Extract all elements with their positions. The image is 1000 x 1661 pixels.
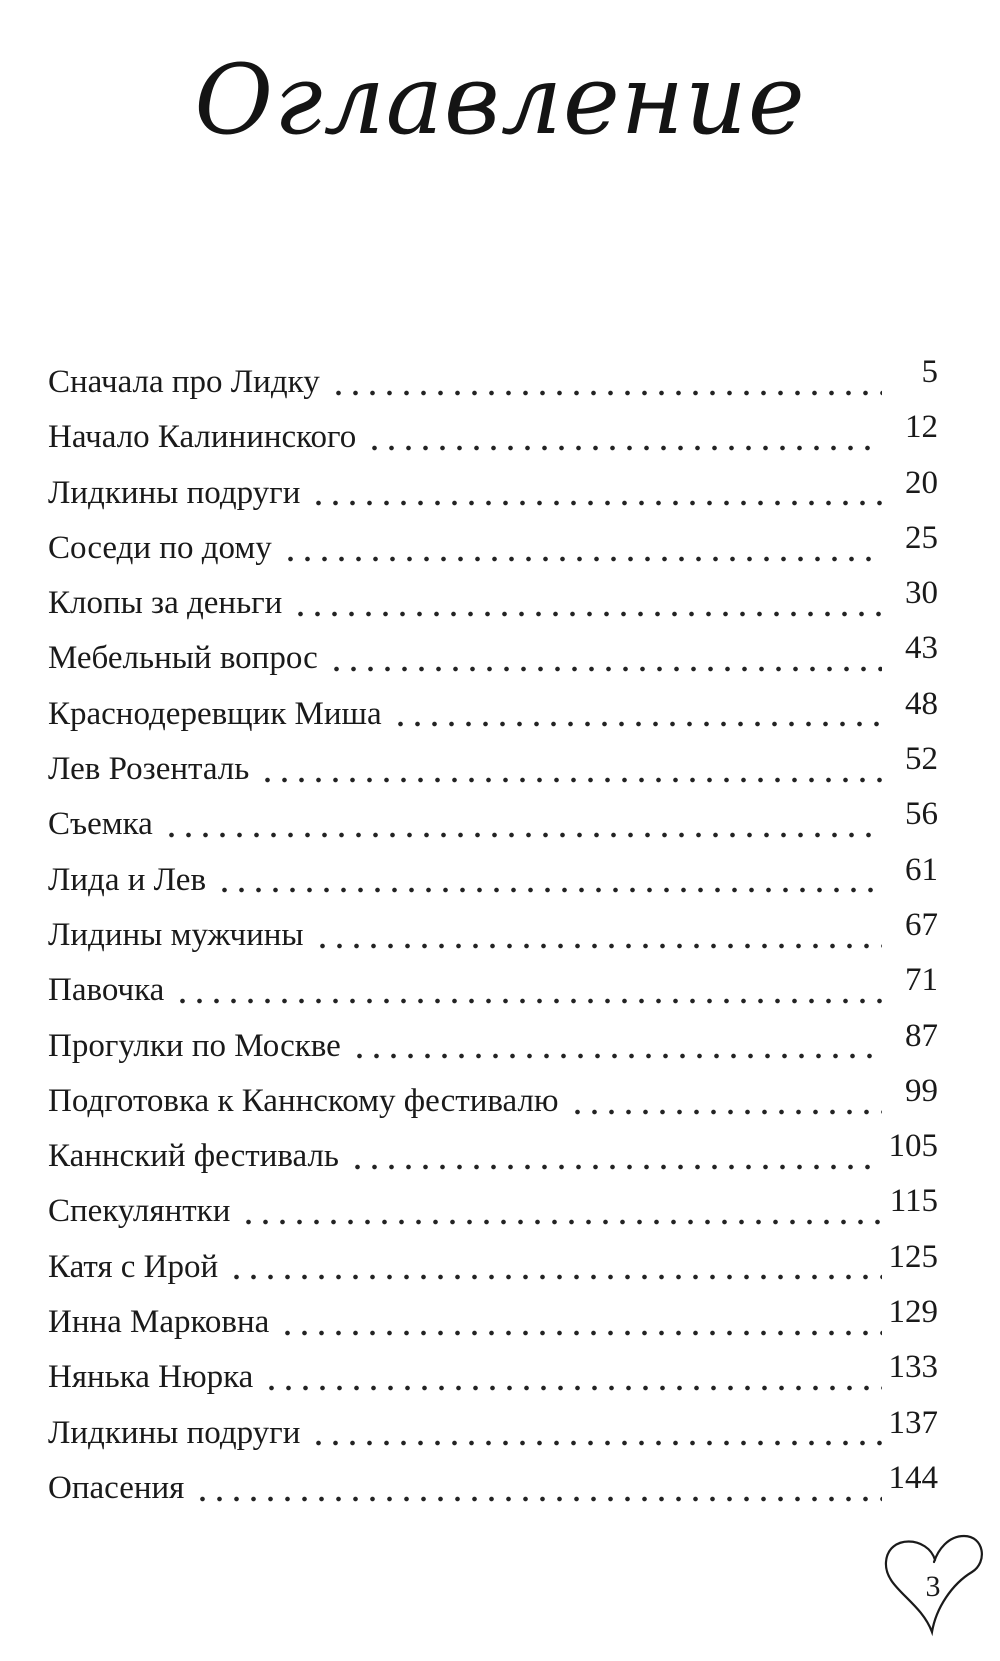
toc-entry-page: 99 <box>905 1072 938 1109</box>
toc-entry-title: Лида и Лев <box>48 861 207 898</box>
dot-leader <box>292 604 882 624</box>
toc-entry <box>48 410 938 465</box>
toc-entry <box>48 1240 938 1295</box>
toc-entry-title: Нянька Нюрка <box>48 1359 254 1396</box>
toc-entry-title: Лидкины подруги <box>48 1414 301 1451</box>
table-of-contents <box>48 355 938 1516</box>
dot-leader <box>163 825 882 845</box>
toc-entry-page: 52 <box>905 741 938 778</box>
dot-leader <box>392 714 882 734</box>
toc-entry-page: 56 <box>905 796 938 833</box>
toc-entry-page: 137 <box>888 1404 938 1441</box>
toc-entry <box>48 1461 938 1516</box>
page-title: Оглавление <box>194 44 806 156</box>
toc-entry-title: Соседи по дому <box>48 529 272 566</box>
toc-entry-page: 30 <box>905 575 938 612</box>
toc-entry-page: 115 <box>889 1183 938 1220</box>
toc-entry <box>48 797 938 852</box>
toc-entry-title: Клопы за деньги <box>48 585 283 622</box>
toc-entry-title: Павочка <box>48 972 165 1009</box>
toc-entry-title: Начало Калининского <box>48 419 357 456</box>
toc-entry-page: 133 <box>888 1349 938 1386</box>
toc-entry-title: Прогулки по Москве <box>48 1027 341 1064</box>
toc-entry <box>48 576 938 631</box>
toc-entry <box>48 1074 938 1129</box>
toc-entry-page: 67 <box>905 906 938 943</box>
toc-entry-title: Мебельный вопрос <box>48 640 318 677</box>
toc-entry-title: Катя с Ирой <box>48 1248 219 1285</box>
dot-leader <box>351 1046 882 1066</box>
page-number: 3 <box>925 1570 941 1603</box>
toc-entry-title: Лидкины подруги <box>48 474 301 511</box>
dot-leader <box>216 880 882 900</box>
toc-entry-page: 144 <box>888 1459 938 1496</box>
toc-entry <box>48 631 938 686</box>
toc-entry <box>48 742 938 797</box>
toc-entry-page: 5 <box>921 354 938 390</box>
toc-entry-title: Съемка <box>48 806 153 843</box>
toc-entry-title: Опасения <box>48 1469 185 1506</box>
toc-entry-title: Каннский фестиваль <box>48 1138 339 1175</box>
toc-entry-title: Спекулянтки <box>48 1193 231 1230</box>
toc-entry-page: 25 <box>905 519 938 556</box>
toc-entry-page: 125 <box>888 1238 938 1275</box>
toc-entry-page: 20 <box>905 464 938 501</box>
dot-leader <box>279 1323 882 1343</box>
dot-leader <box>282 549 882 569</box>
dot-leader <box>310 1433 882 1453</box>
dot-leader <box>259 770 882 790</box>
dot-leader <box>263 1378 882 1398</box>
toc-entry <box>48 1184 938 1239</box>
toc-entry-title: Инна Марковна <box>48 1304 270 1341</box>
dot-leader <box>174 991 882 1011</box>
toc-entry-page: 61 <box>905 851 938 888</box>
toc-entry <box>48 908 938 963</box>
toc-entry <box>48 853 938 908</box>
toc-entry <box>48 963 938 1018</box>
dot-leader <box>310 493 882 513</box>
toc-entry <box>48 355 938 410</box>
dot-leader <box>240 1212 882 1232</box>
toc-entry <box>48 1406 938 1461</box>
toc-entry <box>48 1019 938 1074</box>
toc-entry-title: Подготовка к Каннскому фестивалю <box>48 1082 559 1119</box>
dot-leader <box>194 1489 882 1509</box>
dot-leader <box>569 1102 882 1122</box>
toc-entry <box>48 1350 938 1405</box>
toc-entry-page: 87 <box>905 1017 938 1054</box>
dot-leader <box>328 659 882 679</box>
toc-entry-title: Сначала про Лидку <box>48 364 320 400</box>
toc-entry-title: Лев Розенталь <box>48 751 250 788</box>
toc-entry-page: 12 <box>905 409 938 446</box>
dot-leader <box>228 1267 882 1287</box>
dot-leader <box>349 1157 882 1177</box>
toc-entry <box>48 1129 938 1184</box>
toc-entry <box>48 1295 938 1350</box>
toc-entry-page: 48 <box>905 685 938 722</box>
toc-entry <box>48 521 938 576</box>
dot-leader <box>366 438 882 458</box>
toc-entry-page: 105 <box>888 1128 938 1165</box>
toc-entry-title: Лидины мужчины <box>48 916 304 953</box>
toc-entry-page: 129 <box>888 1294 938 1331</box>
toc-entry-page: 71 <box>905 962 938 999</box>
toc-entry <box>48 687 938 742</box>
toc-entry-title: Краснодеревщик Миша <box>48 695 382 732</box>
dot-leader <box>330 383 882 403</box>
toc-entry <box>48 466 938 521</box>
toc-entry-page: 43 <box>905 630 938 667</box>
dot-leader <box>314 936 882 956</box>
